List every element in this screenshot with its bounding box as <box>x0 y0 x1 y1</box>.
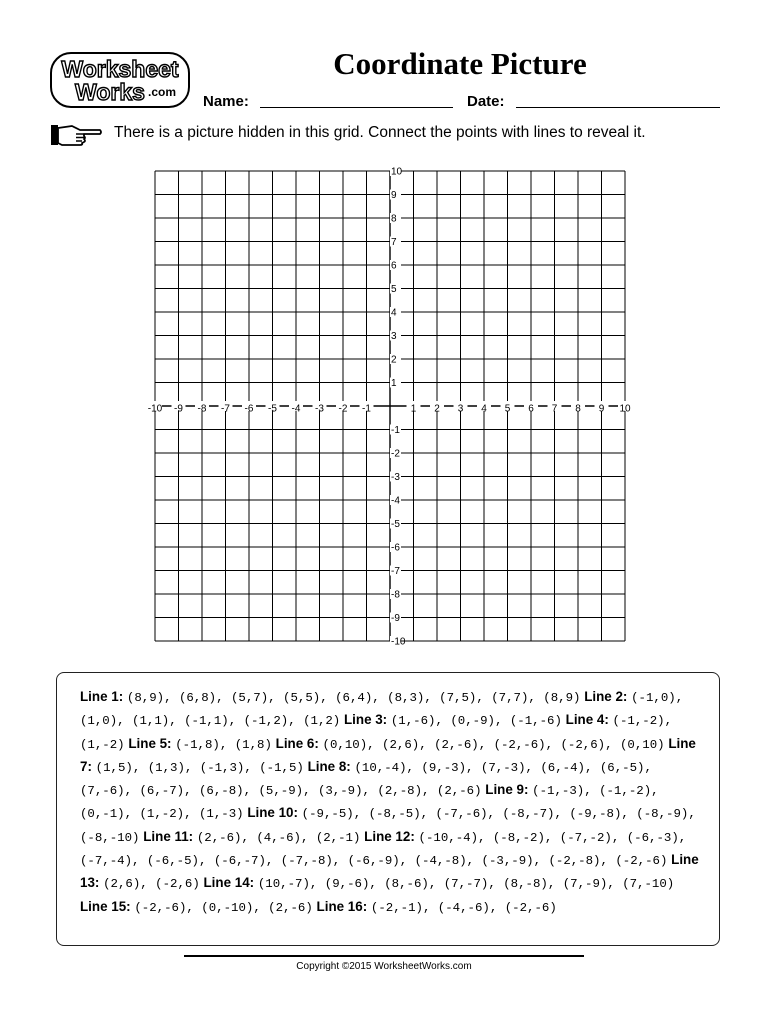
line-label: Line 11: <box>143 828 194 844</box>
line-points: (-1,-2), (1,-2) <box>80 714 673 752</box>
y-tick-label: -5 <box>391 519 400 531</box>
x-tick-label: 5 <box>504 403 511 415</box>
line-label: Line 5: <box>128 735 172 751</box>
line-points: (-2,-6), (0,-10), (2,-6) <box>134 900 313 915</box>
worksheetworks-logo <box>50 52 190 108</box>
x-tick-label: -2 <box>338 403 348 415</box>
line-points: (10,-7), (9,-6), (8,-6), (7,-7), (8,-8), (7,-9), (7,-10) <box>257 877 675 892</box>
line-label: Line 10: <box>247 805 298 821</box>
line-label: Line 3: <box>343 712 388 728</box>
coordinate-grid-svg <box>140 160 640 665</box>
y-tick-label: -7 <box>391 566 400 578</box>
line-points: (0,10), (2,6), (2,-6), (-2,-6), (-2,6), (0,10) <box>322 737 665 752</box>
line-label: Line 9: <box>485 782 529 798</box>
date-label: Date: <box>467 93 505 110</box>
y-tick-label: -1 <box>391 425 400 437</box>
line-points: (-9,-5), (-8,-5), (-7,-6), (-8,-7), (-9,-8), (-8,-9), (-8,-10) <box>80 807 696 845</box>
logo-text-bottom: Works <box>75 79 145 105</box>
x-tick-label: 1 <box>410 403 417 415</box>
y-tick-label: 10 <box>391 166 403 178</box>
line-label: Line 7: <box>80 735 696 774</box>
y-tick-label: -10 <box>391 636 406 648</box>
logo-text-suffix: .com <box>147 85 177 99</box>
x-tick-label: -3 <box>315 403 324 415</box>
line-points: (-2,-1), (-4,-6), (-2,-6) <box>370 900 557 915</box>
line-label: Line 15: <box>80 898 131 914</box>
x-tick-label: -6 <box>244 403 254 415</box>
x-tick-label: -5 <box>268 403 277 415</box>
y-tick-label: 7 <box>391 237 397 249</box>
line-label: Line 8: <box>307 758 351 774</box>
name-label: Name: <box>203 93 249 110</box>
line-points: (8,9), (6,8), (5,7), (5,5), (6,4), (8,3), (7,5), (7,7), (8,9) <box>126 691 581 705</box>
line-points: (-1,0), (1,0), (1,1), (-1,1), (-1,2), (1,2) <box>80 691 684 729</box>
y-tick-label: 5 <box>391 284 397 296</box>
line-points: (1,5), (1,3), (-1,3), (-1,5) <box>95 760 304 775</box>
y-tick-label: -9 <box>391 613 400 625</box>
y-tick-label: -6 <box>391 542 400 554</box>
y-tick-label: 1 <box>391 378 397 390</box>
x-tick-label: 6 <box>528 403 534 415</box>
x-tick-label: 2 <box>434 403 440 415</box>
y-tick-label: 2 <box>391 354 397 366</box>
x-tick-label: -4 <box>291 403 301 415</box>
logo-text-top: Worksheet <box>61 56 179 82</box>
line-points: (2,-6), (4,-6), (2,-1) <box>196 830 361 845</box>
x-tick-label: -1 <box>362 403 371 415</box>
y-tick-label: 4 <box>391 307 397 319</box>
instructions-text: There is a picture hidden in this grid. Connect the points with lines to reveal it. <box>114 124 646 141</box>
pointing-hand-icon <box>50 122 102 148</box>
x-tick-label: -9 <box>174 403 183 415</box>
date-field[interactable] <box>516 107 720 108</box>
line-label: Line 1: <box>80 689 124 704</box>
x-tick-label: -7 <box>221 403 230 415</box>
coordinate-grid <box>140 160 640 665</box>
x-tick-label: 9 <box>598 403 605 415</box>
x-tick-label: -8 <box>197 403 207 415</box>
copyright-text: Copyright ©2015 WorksheetWorks.com <box>296 961 472 972</box>
y-tick-label: 3 <box>391 331 397 343</box>
y-tick-label: -2 <box>391 448 400 460</box>
line-label: Line 16: <box>316 898 368 914</box>
line-label: Line 14: <box>203 875 255 891</box>
y-tick-label: 6 <box>391 260 397 272</box>
y-tick-label: 8 <box>391 213 397 225</box>
line-label: Line 13: <box>80 852 699 891</box>
line-points: (2,6), (-2,6) <box>103 877 200 892</box>
y-tick-label: -4 <box>391 495 400 507</box>
line-points: (-1,-3), (-1,-2), (0,-1), (1,-2), (1,-3) <box>80 784 659 822</box>
y-tick-label: 9 <box>391 190 397 202</box>
x-tick-label: 3 <box>457 403 464 415</box>
x-tick-label: 4 <box>481 403 487 415</box>
line-label: Line 6: <box>275 735 319 751</box>
points-list <box>80 686 699 919</box>
x-tick-label: 7 <box>551 403 558 415</box>
line-points: (-10,-4), (-8,-2), (-7,-2), (-6,-3), (-7,-4), (-6,-5), (-6,-7), (-7,-8), (-6,-9), (-4,-8), (-3,-9), (-2,-8), (-2,-6) <box>80 830 687 869</box>
y-tick-label: -3 <box>391 472 400 484</box>
page-title: Coordinate Picture <box>333 46 587 81</box>
line-points: (-1,8), (1,8) <box>175 737 272 752</box>
x-tick-label: 10 <box>619 403 631 415</box>
line-label: Line 2: <box>584 689 628 704</box>
footer-divider <box>184 955 584 957</box>
points-list-box <box>56 672 720 946</box>
line-label: Line 4: <box>565 712 609 728</box>
line-points: (1,-6), (0,-9), (-1,-6) <box>390 714 562 729</box>
y-tick-label: -8 <box>391 589 400 601</box>
line-label: Line 12: <box>364 828 415 844</box>
x-tick-label: -10 <box>147 403 163 415</box>
line-points: (10,-4), (9,-3), (7,-3), (6,-4), (6,-5), (7,-6), (6,-7), (6,-8), (5,-9), (3,-9), (2,-8), (2,-6) <box>80 760 652 799</box>
x-tick-label: 8 <box>575 403 581 415</box>
name-date-row <box>203 93 723 113</box>
name-field[interactable] <box>260 107 453 108</box>
